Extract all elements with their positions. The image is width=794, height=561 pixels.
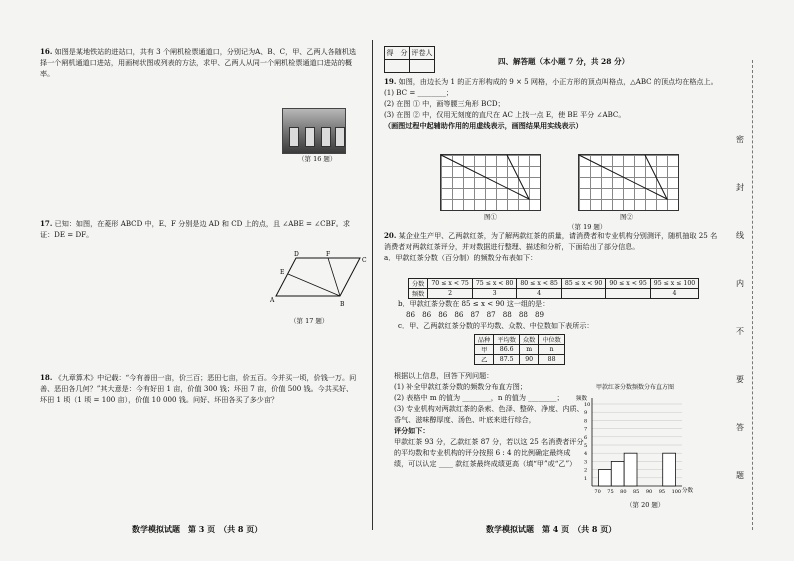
histogram-bar <box>624 453 637 486</box>
dist-head-cell: 75 ≤ x < 80 <box>472 279 516 289</box>
stat-row-cell: 乙 <box>475 355 494 365</box>
q20-questions: 根据以上信息，回答下列问题： (1) 补全甲款红茶分数的频数分布直方图； (2) 表格中 m 的值为 ________，n 的值为 ________； (3) 专业机构对两款红茶的条索、色泽、整碎、净度、内质、香气、滋味醇厚度、汤色、叶底来进行综合， 评分如下： 甲款红茶 93 分，乙款红茶 87 分，若以这 25 名消费者评分的平均数和专业机构的评分按照 6 : 4 的比例确定最终成绩，可以认定 ____ 款红茶最终成绩更高（填“甲”或“乙”） <box>394 371 584 468</box>
point-f-label: F <box>326 251 331 258</box>
grid-figure-1 <box>440 154 541 211</box>
x-tick-label: 75 <box>607 489 614 495</box>
rhombus-figure <box>268 251 367 310</box>
x-tick-label: 80 <box>620 489 627 495</box>
question-17: 17. 已知：如图，在菱形 ABCD 中，E、F 分别是边 AD 和 CD 上的点，且 ∠ABE = ∠CBF。求证：DE = DF。 <box>40 219 350 239</box>
section-heading: 四、解答题（本小题 7 分，共 28 分） <box>498 57 630 66</box>
point-a-label: A <box>270 297 275 304</box>
dist-row-cell: 4 <box>650 289 698 299</box>
y-tick-label: 6 <box>584 434 588 441</box>
point-d-label: D <box>294 251 299 258</box>
histogram-y-label: 频数 <box>576 396 588 402</box>
question-20: 20. 某企业生产甲、乙两款红茶，为了解两款红茶的质量，请消费者和专业机构分别测评，随机抽取 25 名消费者对两款红茶评分，并对数据进行整理、描述和分析，下面给出了部分信息。 a．甲款红茶分数（百分制）的频数分布表如下： <box>384 231 718 262</box>
stat-row-cell: 86.6 <box>494 345 520 355</box>
seal-char: 答 <box>736 423 744 432</box>
left-page <box>0 0 372 561</box>
statistics-table <box>474 334 565 365</box>
seal-char: 线 <box>736 231 744 240</box>
point-e-label: E <box>280 269 285 276</box>
seal-char: 封 <box>736 183 744 192</box>
dist-head-cell: 分数 <box>409 279 428 289</box>
dist-head-cell: 90 ≤ x < 95 <box>606 279 650 289</box>
stat-row-cell: 87.5 <box>494 355 520 365</box>
dist-row-cell <box>561 289 605 299</box>
y-tick-label: 9 <box>584 410 588 417</box>
fig1-caption: 图① <box>484 213 497 221</box>
seal-char: 题 <box>736 471 744 480</box>
dist-row-cell: 2 <box>428 289 472 299</box>
histogram <box>576 392 704 504</box>
x-tick-label: 70 <box>594 489 601 495</box>
seal-char: 不 <box>736 327 744 336</box>
x-tick-label: 95 <box>658 489 666 495</box>
x-tick-label: 85 <box>633 489 640 495</box>
stat-row-cell: m <box>519 345 538 355</box>
dist-head-cell: 85 ≤ x < 90 <box>561 279 605 289</box>
histogram-bar <box>611 461 624 486</box>
q17-caption: （第 17 题） <box>290 317 329 325</box>
page-divider <box>372 40 373 530</box>
score-box: 得 分 评卷人 <box>384 46 435 73</box>
dist-head-cell: 80 ≤ x < 85 <box>517 279 561 289</box>
histogram-bar <box>663 453 676 486</box>
fig2-caption: 图② <box>620 213 633 221</box>
dist-row-cell: 频数 <box>409 289 428 299</box>
subway-gate-photo <box>282 108 346 154</box>
dist-row-cell <box>606 289 650 299</box>
y-tick-label: 8 <box>584 418 588 425</box>
question-19: 19. 如图，由边长为 1 的正方形构成的 9 × 5 网格，小正方形的顶点叫格点，△ABC 的顶点均在格点上。 (1) BC = ________； (2) 在图 ① 中，画等腰三角形 BCD； (3) 在图 ② 中，仅用无刻度的直尺在 AC 上找一点 E，使 BE 平分 ∠ABC。 （画图过程中起辅助作用的用虚线表示，画图结果用实线表示） <box>384 77 718 130</box>
footer-page-4: 数学模拟试题 第 4 页 （共 8 页） <box>486 524 617 534</box>
q20-caption: （第 20 题） <box>626 501 665 509</box>
stat-head-cell: 平均数 <box>494 335 520 345</box>
seal-char: 要 <box>736 375 744 384</box>
stat-row-cell: n <box>539 345 565 355</box>
y-tick-label: 2 <box>584 467 588 474</box>
y-tick-label: 10 <box>584 402 591 408</box>
footer-page-3: 数学模拟试题 第 3 页 （共 8 页） <box>132 524 263 534</box>
stat-row-cell: 甲 <box>475 345 494 355</box>
point-b-label: B <box>340 301 345 308</box>
question-18: 18. 《九章算术》中记载：“今有善田一亩，价三百；恶田七亩，价五百。今并买一顷，价钱一万。问善、恶田各几何？”其大意是：今有好田 1 亩，价值 300 钱；坏田 7 亩，价值 500 钱。今共买好、坏田 1 顷（1 顷 = 100 亩），价值 10 000 钱。问好、坏田各买了多少亩？ <box>40 373 357 404</box>
stat-row-cell: 90 <box>519 355 538 365</box>
seal-char: 密 <box>736 135 744 144</box>
grid-figure-2 <box>578 154 679 211</box>
stat-head-cell: 品种 <box>475 335 494 345</box>
histogram-bar <box>598 470 611 486</box>
x-tick-label: 100 <box>671 489 682 495</box>
dist-head-cell: 95 ≤ x ≤ 100 <box>650 279 698 289</box>
y-tick-label: 7 <box>584 426 588 433</box>
y-tick-label: 3 <box>584 459 588 466</box>
y-tick-label: 4 <box>584 451 588 458</box>
seal-char: 内 <box>736 279 744 288</box>
x-tick-label: 90 <box>645 489 653 495</box>
y-tick-label: 5 <box>584 443 588 449</box>
q16-caption: （第 16 题） <box>298 155 337 163</box>
stat-head-cell: 中位数 <box>539 335 565 345</box>
stat-row-cell: 88 <box>539 355 565 365</box>
y-tick-label: 1 <box>584 475 588 482</box>
dist-row-cell: 3 <box>472 289 516 299</box>
dist-row-cell: 4 <box>517 289 561 299</box>
question-16: 16. 如图是某地铁站的进站口，共有 3 个闸机检票通道口，分别记为A、B、C，甲、乙两人各随机选择一个闸机通道口进站，用画树状图或列表的方法，求甲、乙两人从同一个闸机检票通道口进站的概率。 <box>40 47 357 78</box>
q19-caption: （第 19 题） <box>568 223 607 231</box>
q20-part-b: b．甲款红茶分数在 85 ≤ x < 90 这一组的是： 86 86 86 86 87 87 88 88 89 c．甲、乙两款红茶分数的平均数、众数、中位数如下表所示： <box>398 299 594 330</box>
histogram-title: 甲款红茶分数频数分布直方图 <box>596 384 675 391</box>
seal-line <box>752 60 754 530</box>
stat-head-cell: 众数 <box>519 335 538 345</box>
frequency-table <box>408 278 699 299</box>
dist-head-cell: 70 ≤ x < 75 <box>428 279 472 289</box>
histogram-x-label: 分数 <box>682 488 694 494</box>
point-c-label: C <box>362 257 367 264</box>
